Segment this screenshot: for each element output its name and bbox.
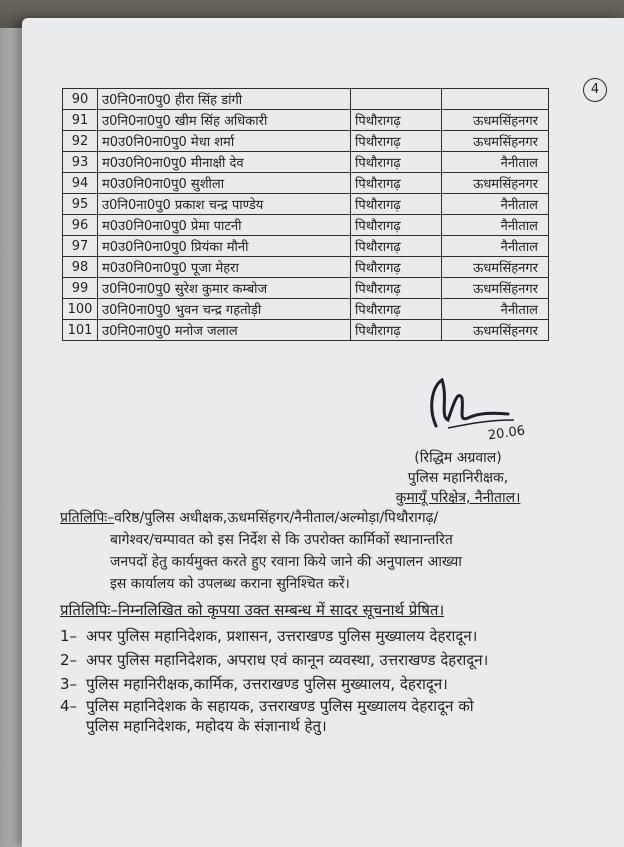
cell-name: म0उ0नि0ना0पु0 मेधा शर्मा [98,131,351,152]
cell-from: पिथौरागढ़ [351,299,442,320]
signature-date: 20.06 [487,423,527,444]
cell-name: म0उ0नि0ना0पु0 पूजा मेहरा [98,257,351,278]
copy2-item4-cont: पुलिस महानिदेशक, महोदय के संज्ञानार्थ हेतु। [86,717,327,735]
cell-to: नैनीताल [442,152,549,173]
table-row [63,278,549,299]
table-row [63,215,549,236]
cell-from: पिथौरागढ़ [351,278,442,299]
copy2-item-number: 1– [60,627,78,645]
copy2-item-text: अपर पुलिस महानिदेशक, प्रशासन, उत्तराखण्ड पुलिस मुख्यालय देहरादून। [86,627,478,645]
signature-block [378,448,538,508]
page-number: 4 [583,78,607,102]
transfer-table [62,88,549,341]
signatory-designation: पुलिस महानिरीक्षक, [407,470,509,486]
table-row [63,152,549,173]
cell-from: पिथौरागढ़ [351,320,442,341]
copy1-label: प्रतिलिपिः– [60,510,115,526]
copy1-line4: इस कार्यालय को उपलब्ध कराना सुनिश्चित करें। [110,576,350,592]
table-row [63,194,549,215]
cell-to: ऊधमसिंहनगर [442,173,549,194]
cell-to [442,89,549,110]
copy1-line2: बागेश्वर/चम्पावत को इस निर्देश से कि उपरोक्त कार्मिकों स्थानान्तरित [110,532,453,548]
cell-from: पिथौरागढ़ [351,257,442,278]
cell-from: पिथौरागढ़ [351,215,442,236]
copy2-item-text: पुलिस महानिदेशक के सहायक, उत्तराखण्ड पुलिस मुख्यालय देहरादून को [86,697,474,715]
table-row [63,131,549,152]
cell-name: म0उ0नि0ना0पु0 मीनाक्षी देव [98,152,351,173]
cell-sn: 96 [63,215,98,236]
cell-to: ऊधमसिंहनगर [442,320,549,341]
table-row [63,320,549,341]
cell-to: ऊधमसिंहनगर [442,131,549,152]
cell-sn: 91 [63,110,98,131]
table-row [63,89,549,110]
table-row [63,299,549,320]
cell-from: पिथौरागढ़ [351,110,442,131]
signatory-name: (रिद्धिम अग्रवाल) [414,450,502,466]
cell-name: म0उ0नि0ना0पु0 प्रेमा पाटनी [98,215,351,236]
cell-to: नैनीताल [442,215,549,236]
cell-name: म0उ0नि0ना0पु0 सुशीला [98,173,351,194]
cell-from: पिथौरागढ़ [351,236,442,257]
cell-name: म0उ0नि0ना0पु0 प्रियंका मौनी [98,236,351,257]
cell-sn: 98 [63,257,98,278]
cell-to: नैनीताल [442,299,549,320]
cell-to: ऊधमसिंहनगर [442,278,549,299]
copy2-item-text: अपर पुलिस महानिदेशक, अपराध एवं कानून व्यवस्था, उत्तराखण्ड देहरादून। [86,651,489,669]
signatory-office: कुमायूँ परिक्षेत्र, नैनीताल। [395,490,521,506]
cell-from: पिथौरागढ़ [351,131,442,152]
cell-sn: 97 [63,236,98,257]
copy2-item-text: पुलिस महानिरीक्षक,कार्मिक, उत्तराखण्ड पुलिस मुख्यालय, देहरादून। [86,675,448,693]
copy2-item-number: 3– [60,675,78,693]
copy1-line1 [60,508,438,528]
cell-name: उ0नि0ना0पु0 प्रकाश चन्द्र पाण्डेय [98,194,351,215]
table-row [63,173,549,194]
cell-from [351,89,442,110]
cell-from: पिथौरागढ़ [351,194,442,215]
cell-from: पिथौरागढ़ [351,173,442,194]
table-row [63,257,549,278]
cell-name: उ0नि0ना0पु0 हीरा सिंह डांगी [98,89,351,110]
cell-sn: 95 [63,194,98,215]
table-row [63,236,549,257]
copy2-heading: प्रतिलिपिः–निम्नलिखित को कृपया उक्त सम्बन्ध में सादर सूचनार्थ प्रेषित। [60,601,445,619]
cell-to: नैनीताल [442,236,549,257]
cell-to: नैनीताल [442,194,549,215]
copy2-item-number: 4– [60,697,78,715]
cell-name: उ0नि0ना0पु0 सुरेश कुमार कम्बोज [98,278,351,299]
cell-name: उ0नि0ना0पु0 खीम सिंह अधिकारी [98,110,351,131]
cell-name: उ0नि0ना0पु0 भुवन चन्द्र गहतोड़ी [98,299,351,320]
cell-to: ऊधमसिंहनगर [442,257,549,278]
copy2-item-number: 2– [60,651,78,669]
table-row [63,110,549,131]
cell-sn: 90 [63,89,98,110]
copy1-line3: जनपदों हेतु कार्यमुक्त करते हुए रवाना किये जाने की अनुपालन आख्या [110,554,462,570]
cell-sn: 100 [63,299,98,320]
cell-name: उ0नि0ना0पु0 मनोज जलाल [98,320,351,341]
cell-sn: 93 [63,152,98,173]
cell-sn: 101 [63,320,98,341]
cell-to: ऊधमसिंहनगर [442,110,549,131]
cell-sn: 99 [63,278,98,299]
cell-sn: 92 [63,131,98,152]
copy1-text1: वरिष्ठ/पुलिस अधीक्षक,ऊधमसिंहगर/नैनीताल/अल्मोड़ा/पिथौरागढ़/ [114,510,439,526]
cell-sn: 94 [63,173,98,194]
cell-from: पिथौरागढ़ [351,152,442,173]
